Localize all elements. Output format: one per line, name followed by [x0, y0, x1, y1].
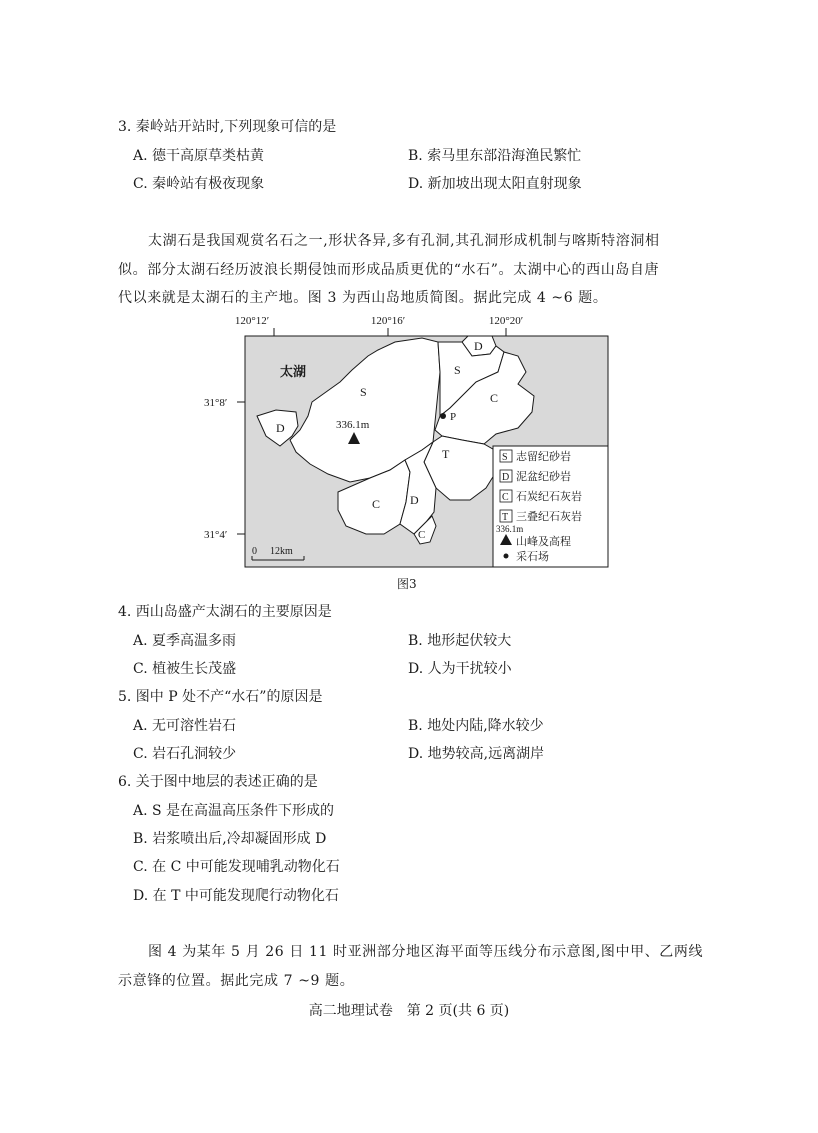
- legend-quarry-icon: [504, 554, 509, 559]
- q5-stem: 5. 图中 P 处不产“水石”的原因是: [118, 689, 323, 705]
- q4-option-b: B. 地形起伏较大: [408, 633, 512, 649]
- q4-option-a: A. 夏季高温多雨: [133, 633, 237, 649]
- q3-option-c: C. 秦岭站有极夜现象: [133, 176, 265, 192]
- legend-text-s: 志留纪砂岩: [516, 451, 571, 463]
- legend-quarry-text: 采石场: [516, 551, 549, 563]
- region-label-d1: D: [474, 339, 483, 353]
- legend-text-c: 石炭纪石灰岩: [516, 491, 582, 503]
- region-label-c3: C: [418, 529, 426, 541]
- q4-option-d: D. 人为干扰较小: [408, 661, 512, 677]
- page-footer: 高二地理试卷 第 2 页(共 6 页): [308, 1003, 510, 1019]
- figure-caption: 图3: [397, 577, 417, 591]
- lake-label: 太湖: [280, 364, 307, 379]
- legend-item-c: [500, 489, 582, 503]
- q3-option-d: D. 新加坡出现太阳直射现象: [408, 176, 582, 192]
- lat-label-1: 31°8′: [204, 397, 228, 409]
- scale-label-12km: 12km: [270, 546, 293, 557]
- legend-sym-c: C: [502, 492, 509, 503]
- point-p-label: P: [450, 411, 457, 423]
- lon-label-2: 120°16′: [370, 315, 406, 327]
- q5-option-a: A. 无可溶性岩石: [133, 718, 237, 734]
- region-label-d2: D: [410, 493, 419, 507]
- legend-item-s: [500, 449, 571, 463]
- lat-label-2: 31°4′: [204, 529, 228, 541]
- q6-stem: 6. 关于图中地层的表述正确的是: [118, 774, 318, 790]
- region-label-c2: C: [372, 497, 381, 511]
- legend-sym-t: T: [502, 512, 509, 523]
- q3-stem: 3. 秦岭站开站时,下列现象可信的是: [118, 119, 337, 135]
- q6-option-a: A. S 是在高温高压条件下形成的: [133, 803, 335, 819]
- passage1-line3: 代以来就是太湖石的主产地。图 3 为西山岛地质简图。据此完成 4 ~6 题。: [118, 290, 608, 306]
- legend-peak-text: 山峰及高程: [516, 536, 571, 548]
- q6-option-b: B. 岩浆喷出后,冷却凝固形成 D: [133, 831, 327, 847]
- q6-option-d: D. 在 T 中可能发现爬行动物化石: [133, 888, 339, 904]
- q3-option-a: A. 德干高原草类枯黄: [133, 148, 265, 164]
- passage2-line1: 图 4 为某年 5 月 26 日 11 时亚洲部分地区海平面等压线分布示意图,图中甲、乙两线: [148, 944, 704, 960]
- q4-option-c: C. 植被生长茂盛: [133, 661, 237, 677]
- scale-label-0: 0: [252, 546, 257, 557]
- region-label-t1: T: [442, 447, 450, 461]
- legend-text-t: 三叠纪石灰岩: [516, 511, 582, 523]
- region-label-s1: S: [360, 385, 367, 399]
- legend-sym-s: S: [502, 452, 508, 463]
- region-label-d3: D: [276, 421, 285, 435]
- lon-label-3: 120°20′: [488, 315, 524, 327]
- peak-elevation-label: 336.1m: [336, 419, 370, 431]
- region-label-c1: C: [490, 391, 499, 405]
- legend-item-t: [500, 509, 582, 523]
- geologic-map-figure: [200, 312, 620, 572]
- q6-option-c: C. 在 C 中可能发现哺乳动物化石: [133, 859, 340, 875]
- q5-option-d: D. 地势较高,远离湖岸: [408, 746, 545, 762]
- passage1-line2: 似。部分太湖石经历波浪长期侵蚀而形成品质更优的“水石”。太湖中心的西山岛自唐: [118, 262, 660, 278]
- q5-option-c: C. 岩石孔洞较少: [133, 746, 237, 762]
- legend-item-d: [500, 469, 571, 483]
- geologic-map: [200, 312, 620, 572]
- legend-box: [493, 446, 608, 567]
- legend-text-d: 泥盆纪砂岩: [516, 471, 571, 483]
- lon-label-1: 120°12′: [234, 315, 270, 327]
- legend-peak-elevation: 336.1m: [496, 524, 524, 534]
- q3-option-b: B. 索马里东部沿海渔民繁忙: [408, 148, 582, 164]
- region-label-s2: S: [454, 363, 461, 377]
- q5-option-b: B. 地处内陆,降水较少: [408, 718, 544, 734]
- quarry-dot-icon: [440, 413, 446, 419]
- passage1-line1: 太湖石是我国观赏名石之一,形状各异,多有孔洞,其孔洞形成机制与喀斯特溶洞相: [148, 233, 660, 249]
- passage2-line2: 示意锋的位置。据此完成 7 ~9 题。: [118, 973, 355, 989]
- q4-stem: 4. 西山岛盛产太湖石的主要原因是: [118, 604, 332, 620]
- legend-sym-d: D: [502, 472, 510, 483]
